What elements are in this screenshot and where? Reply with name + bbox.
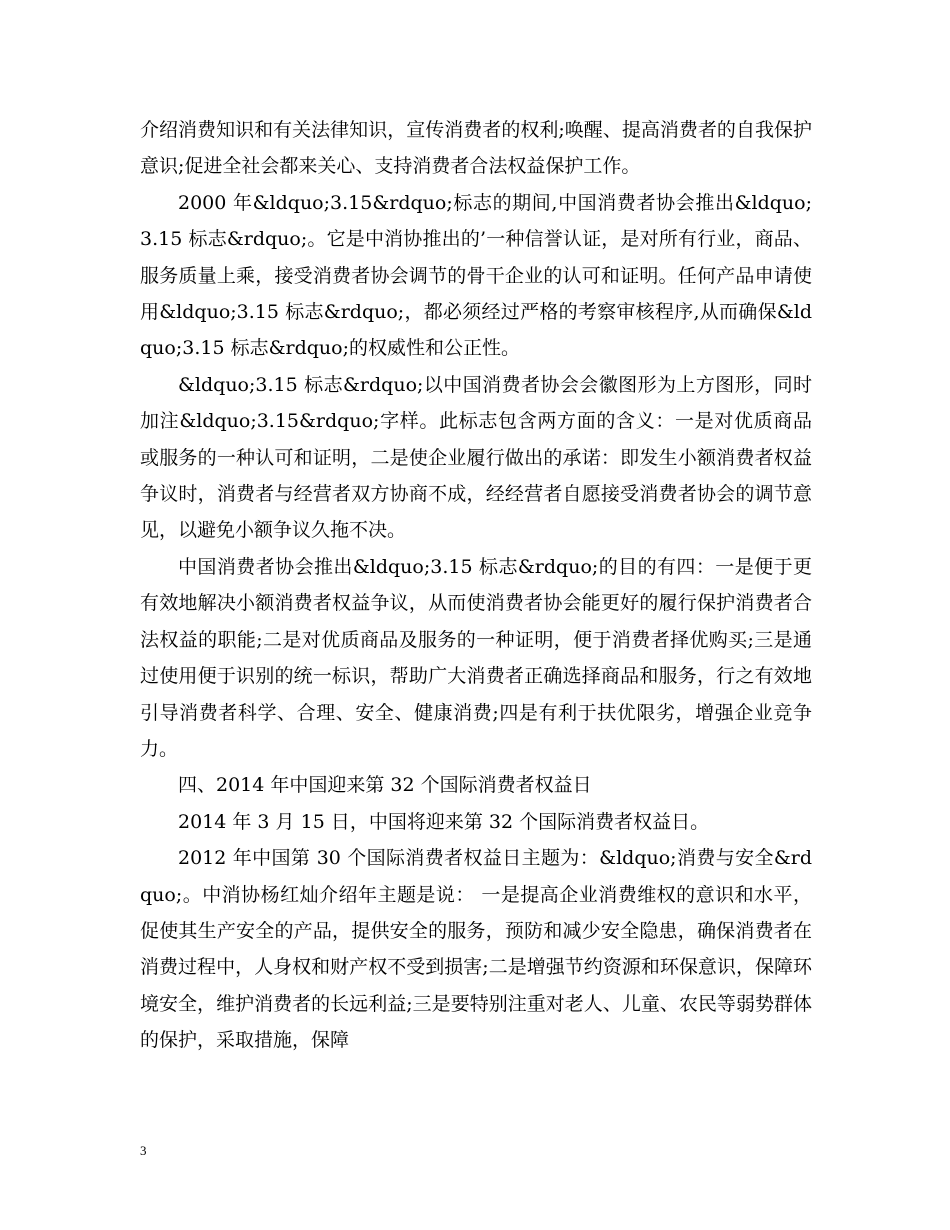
paragraph-continued: 介绍消费知识和有关法律知识，宣传消费者的权利;唤醒、提高消费者的自我保护意识;促进全社会都来关心、支持消费者合法权益保护工作。	[140, 119, 812, 178]
paragraph-315-mark-intro: 2000 年&ldquo;3.15&rdquo;标志的期间,中国消费者协会推出&ldquo;3.15 标志&rdquo;。它是中消协推出的’一种信誉认证，是对所有行业，商品、服务质量上乘，接受消费者协会调节的骨干企业的认可和证明。任何产品申请使用&ldquo;3.15 标志&rdquo;，都必须经过严格的考察审核程序,从而确保&ldquo;3.15 标志&rdquo;的权威性和公正性。	[140, 191, 812, 360]
paragraph-2014-date: 2014 年 3 月 15 日，中国将迎来第 32 个国际消费者权益日。	[178, 810, 710, 833]
document-body	[140, 112, 812, 1059]
page-number: 3	[140, 1143, 147, 1158]
paragraph-315-mark-meaning: &ldquo;3.15 标志&rdquo;以中国消费者协会会徽图形为上方图形，同时加注&ldquo;3.15&rdquo;字样。此标志包含两方面的含义：一是对优质商品或服务的一种认可和证明，二是使企业履行做出的承诺：即发生小额消费者权益争议时，消费者与经营者双方协商不成，经经营者自愿接受消费者协会的调节意见，以避免小额争议久拖不决。	[140, 373, 812, 542]
paragraph-315-mark-purpose: 中国消费者协会推出&ldquo;3.15 标志&rdquo;的目的有四：一是便于更有效地解决小额消费者权益争议，从而使消费者协会能更好的履行保护消费者合法权益的职能;二是对优质商品及服务的一种证明，便于消费者择优购买;三是通过使用便于识别的统一标识，帮助广大消费者正确选择商品和服务，行之有效地引导消费者科学、合理、安全、健康消费;四是有利于扶优限劣，增强企业竞争力。	[140, 555, 812, 760]
section-heading: 四、2014 年中国迎来第 32 个国际消费者权益日	[178, 774, 592, 797]
paragraph-2012-theme: 2012 年中国第 30 个国际消费者权益日主题为：&ldquo;消费与安全&rdquo;。中消协杨红灿介绍年主题是说： 一是提高企业消费维权的意识和水平，促使其生产安全的产品，提供安全的服务，预防和减少安全隐患，确保消费者在消费过程中，人身权和财产权不受到损害;二是增强节约资源和环保意识，保障环境安全，维护消费者的长远利益;三是要特别注重对老人、儿童、农民等弱势群体的保护，采取措施，保障	[140, 847, 812, 1052]
